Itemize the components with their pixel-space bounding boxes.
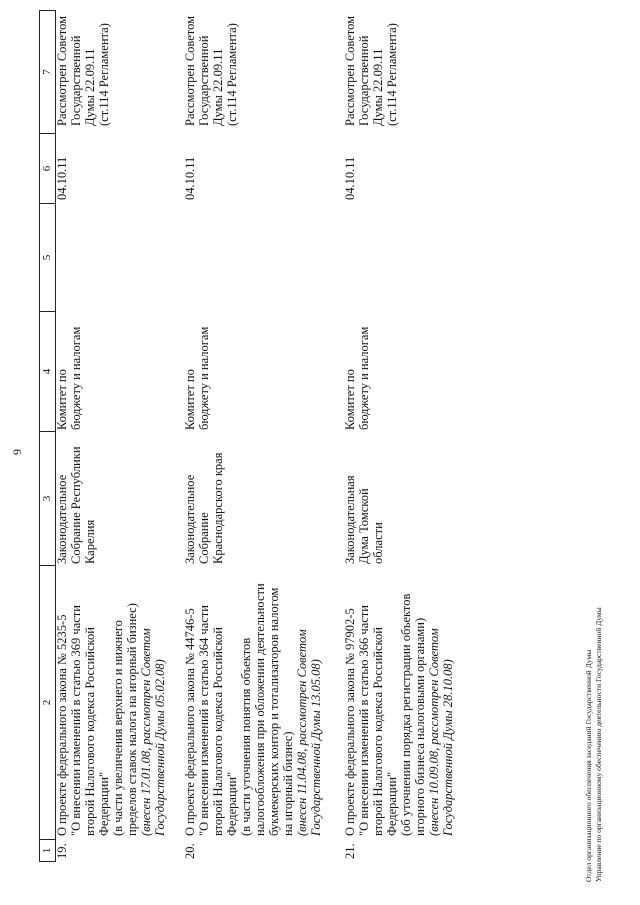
bill-line: на игорный бизнес) xyxy=(281,731,295,836)
status-line: Рассмотрен Советом xyxy=(343,15,357,126)
bill-cell xyxy=(55,603,167,836)
date-cell xyxy=(343,157,357,200)
column-header: 5 xyxy=(40,203,55,311)
committee-cell xyxy=(343,327,371,430)
date-cell xyxy=(55,157,69,200)
initiator-cell xyxy=(183,453,225,564)
committee-line: бюджету и налогам xyxy=(357,326,371,430)
column-header: 6 xyxy=(40,133,55,203)
date: 04.10.11 xyxy=(55,156,69,200)
status-cell xyxy=(343,16,399,126)
initiator-cell xyxy=(343,475,385,564)
bill-line: второй Налогового кодекса Российской xyxy=(83,627,97,836)
committee-line: бюджету и налогам xyxy=(197,326,211,430)
status-line: Рассмотрен Советом xyxy=(183,15,197,126)
bill-line: О проекте федерального закона № 97902-5 xyxy=(343,608,357,836)
status-line: (ст.114 Регламента) xyxy=(385,23,399,126)
committee-line: бюджету и налогам xyxy=(69,326,83,430)
bill-line: (об уточнении порядка регистрации объектов xyxy=(399,593,413,836)
initiator-cell xyxy=(55,446,97,564)
status-line: Думы 22.09.11 xyxy=(83,48,97,126)
status-line: (ст.114 Регламента) xyxy=(225,23,239,126)
initiator-line: Собрание Республики xyxy=(69,446,83,564)
bill-line: (в части увеличения верхнего и нижнего xyxy=(111,620,125,836)
committee-cell xyxy=(183,327,211,430)
bill-line: "О внесении изменений в статью 364 части xyxy=(197,605,211,836)
bill-line: "О внесении изменений в статью 366 части xyxy=(357,605,371,836)
bill-line: второй Налогового кодекса Российской xyxy=(211,627,225,836)
committee-line: Комитет по xyxy=(55,369,69,430)
row-number: 20. xyxy=(183,843,197,859)
bill-line: "О внесении изменений в статью 369 части xyxy=(69,605,83,836)
bill-submission-line: (внесен 17.01.08, рассмотрен Советом xyxy=(139,628,153,836)
initiator-line: Собрание xyxy=(197,512,211,564)
status-line: Государственной xyxy=(69,35,83,126)
row-number-cell xyxy=(343,843,357,859)
initiator-line: Законодательное xyxy=(55,474,69,564)
footer-department: Отдел организационного обеспечения заседаний Государственной Думы xyxy=(584,649,593,882)
status-line: Думы 22.09.11 xyxy=(371,48,385,126)
status-line: Думы 22.09.11 xyxy=(211,48,225,126)
bill-line: второй Налогового кодекса Российской xyxy=(371,627,385,836)
footer-directorate: Управление по организационному обеспечению деятельности Государственной Думы xyxy=(594,607,603,882)
column-header: 2 xyxy=(40,565,55,839)
bill-submission-line: Государственной Думы 13.05.08) xyxy=(309,659,323,836)
row-number-cell xyxy=(183,843,197,859)
initiator-line: области xyxy=(371,522,385,564)
bill-line: Федерации" xyxy=(385,771,399,836)
initiator-line: Дума Томской xyxy=(357,488,371,564)
bill-line: Федерации" xyxy=(97,771,111,836)
bill-submission-line: Государственной Думы 05.02.08) xyxy=(153,659,167,836)
initiator-line: Краснодарского края xyxy=(211,452,225,564)
status-line: Государственной xyxy=(197,35,211,126)
column-header: 1 xyxy=(40,839,55,861)
committee-line: Комитет по xyxy=(343,369,357,430)
row-number: 21. xyxy=(343,843,357,859)
bill-cell xyxy=(343,594,455,836)
initiator-line: Карелия xyxy=(83,519,97,564)
column-header: 7 xyxy=(41,69,53,75)
status-line: Рассмотрен Советом xyxy=(55,15,69,126)
bill-line: букмекерских контор и тотализаторов налогом xyxy=(267,587,281,836)
bill-line: Федерации" xyxy=(225,771,239,836)
status-cell xyxy=(183,16,239,126)
committee-line: Комитет по xyxy=(183,369,197,430)
column-header: 3 xyxy=(40,431,55,565)
status-line: (ст.114 Регламента) xyxy=(97,23,111,126)
row-number-cell xyxy=(55,843,69,859)
date: 04.10.11 xyxy=(183,156,197,200)
row-number: 19. xyxy=(55,843,69,859)
bill-submission-line: (внесен 11.04.08, рассмотрен Советом xyxy=(295,629,309,836)
bill-line: игорного бизнеса налоговыми органами) xyxy=(413,617,427,836)
initiator-line: Законодательная xyxy=(343,475,357,564)
bill-cell xyxy=(183,583,323,836)
page-footer xyxy=(584,607,604,882)
bill-line: О проекте федерального закона № 5235-5 xyxy=(55,614,69,836)
date-cell xyxy=(183,157,197,200)
initiator-line: Законодательное xyxy=(183,474,197,564)
table-header xyxy=(39,10,56,862)
date: 04.10.11 xyxy=(343,156,357,200)
bill-submission-line: (внесен 10.09.08, рассмотрен Советом xyxy=(427,628,441,836)
bill-line: налогообложения при обложении деятельности xyxy=(253,583,267,836)
status-cell xyxy=(55,16,111,126)
committee-cell xyxy=(55,327,83,430)
page-number: 9 xyxy=(10,449,24,455)
status-line: Государственной xyxy=(357,35,371,126)
bill-submission-line: Государственной Думы 28.10.08) xyxy=(441,659,455,836)
bill-line: (в части уточнения понятия объектов xyxy=(239,637,253,836)
bill-line: О проекте федерального закона № 44746-5 xyxy=(183,608,197,836)
bill-line: пределов ставок налога на игорный бизнес) xyxy=(125,603,139,836)
column-header: 4 xyxy=(40,311,55,431)
